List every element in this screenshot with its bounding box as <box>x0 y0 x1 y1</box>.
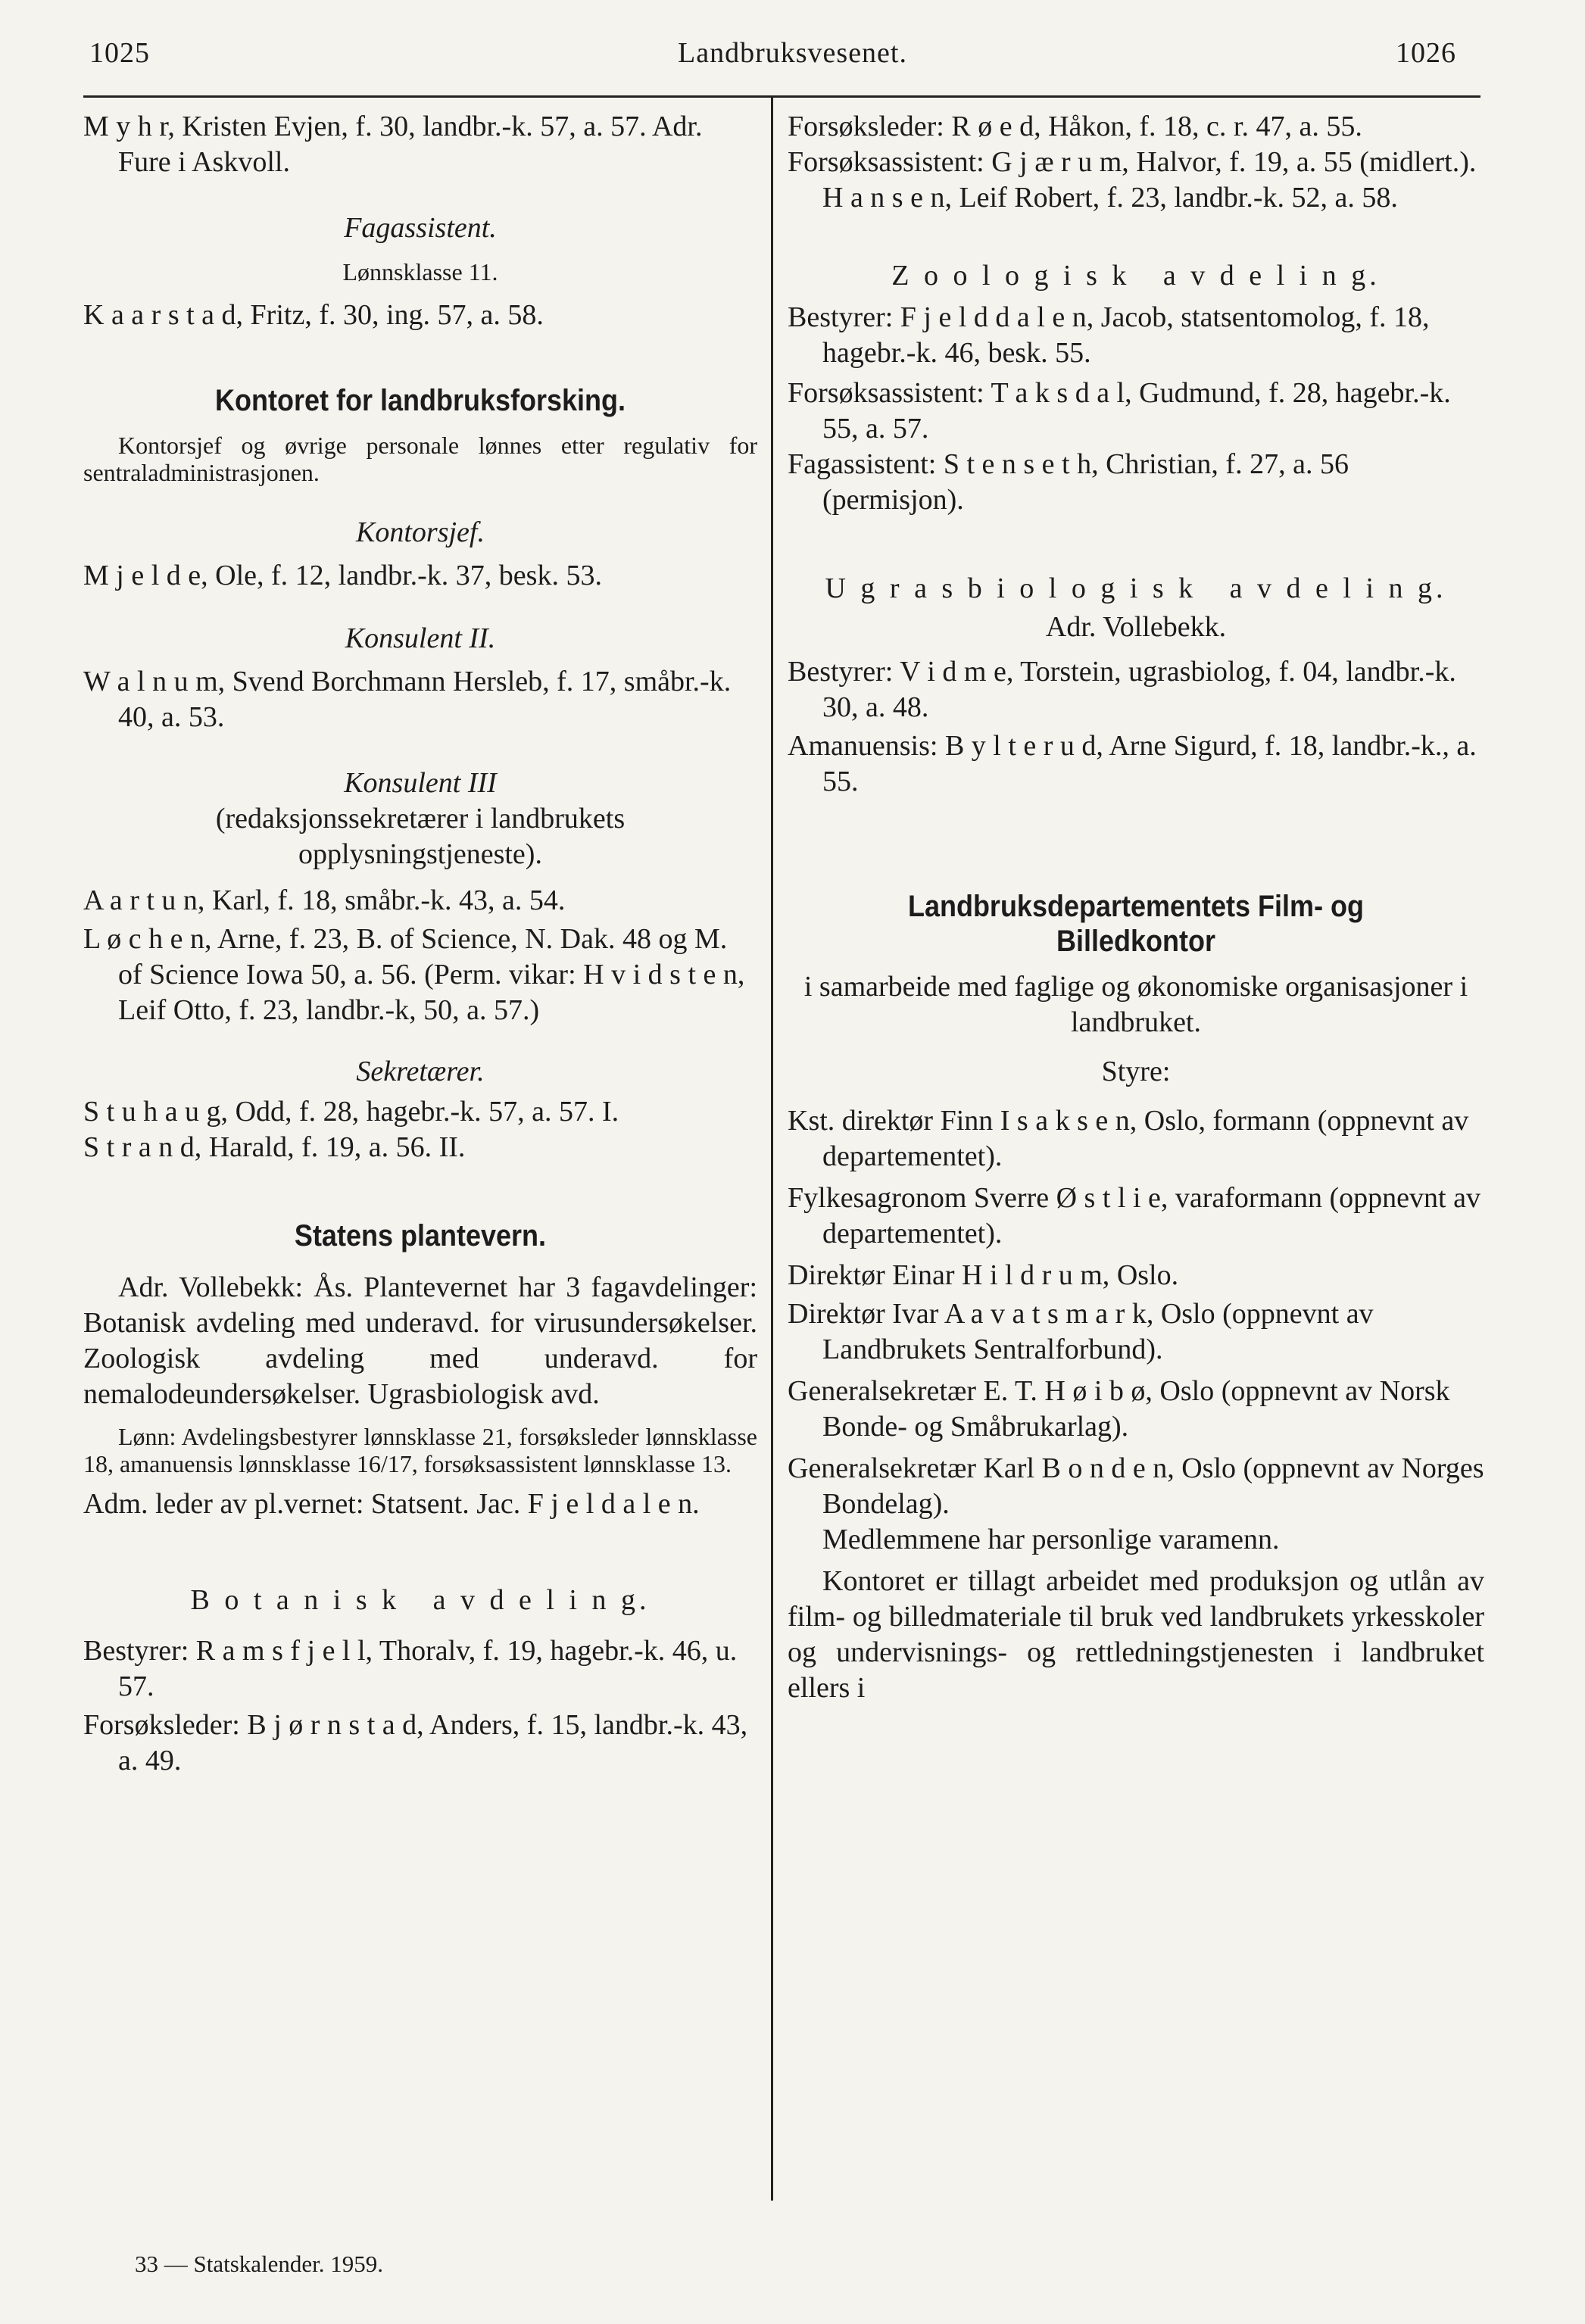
medlemmene-text: Medlemmene har personlige varamenn. <box>822 1524 1280 1555</box>
entry-lochen <box>83 922 757 1028</box>
name-lochen: L ø c h e n, <box>83 923 212 955</box>
name-bjornstad: B j ø r n s t a d, <box>247 1709 424 1741</box>
entry-text: Ole, f. 12, landbr.-k. 37, besk. 53. <box>207 560 602 591</box>
name-fjelddalen: F j e l d d a l e n, <box>900 301 1094 333</box>
column-divider <box>771 97 773 2201</box>
entry-text: varaformann (oppnevnt av departementet). <box>822 1182 1480 1249</box>
ugras-address: Adr. Vollebekk. <box>1045 611 1227 643</box>
entry-mjelde <box>83 558 757 594</box>
heading-statens-plantevern: Statens plantevern. <box>294 1219 547 1252</box>
name-hansen: H a n s e n, <box>822 182 952 214</box>
entry-aartun <box>83 883 757 919</box>
name-vidme: V i d m e, <box>900 656 1014 688</box>
heading-sekretaerer: Sekretærer. <box>356 1056 485 1087</box>
heading-konsulent-3: Konsulent III <box>344 767 497 799</box>
entry-text: Oslo (oppnevnt av Norsk Bonde- og Småbrukarlag). <box>822 1375 1450 1443</box>
name-taksdal: T a k s d a l, <box>991 377 1132 409</box>
header-rule <box>83 95 1480 98</box>
role-label: Forsøksassistent: <box>788 377 991 409</box>
entry-text: Kst. direktør Finn <box>788 1105 1000 1137</box>
name-walnum: W a l n u m, <box>83 666 226 697</box>
name-ostlie: Ø s t l i e, <box>1056 1182 1168 1214</box>
entry-text: Leif Otto, f. 23, landbr.-k, 50, a. 57.) <box>118 994 540 1026</box>
right-column <box>788 106 1484 1706</box>
heading-ugrasbiologisk-avdeling: U g r a s b i o l o g i s k a v d e l i n g. <box>825 572 1447 604</box>
adm-leder <box>83 1486 757 1522</box>
name-ramsfjell: R a m s f j e l l, <box>195 1635 373 1667</box>
entry-text: Jacob, statsentomolog, f. 18, hagebr.-k. 46, besk. 55. <box>822 301 1430 369</box>
entry-text: Thoralv, f. 19, hagebr.-k. 46, u. 57. <box>118 1635 738 1702</box>
entry-text: Kristen Evjen, f. 30, landbr.-k. 57, a. 57. Adr. Fure i Askvoll. <box>118 111 703 178</box>
name-hildrum: H i l d r u m, <box>962 1259 1110 1291</box>
page-number-left: 1025 <box>89 37 150 69</box>
entry-text: Halvor, f. 19, a. 55 (midlert.). <box>1128 146 1477 178</box>
heading-styre: Styre: <box>1101 1056 1171 1087</box>
running-title: Landbruksvesenet. <box>678 37 907 69</box>
entry-text: Oslo. <box>1109 1259 1179 1291</box>
entry-stuhaug <box>83 1094 757 1130</box>
entry-isaksen <box>788 1103 1484 1174</box>
entry-text: Adm. leder av pl.vernet: Statsent. Jac. <box>83 1488 528 1520</box>
entry-kaarstad <box>83 298 757 333</box>
name-stuhaug: S t u h a u g, <box>83 1096 229 1128</box>
heading-kontoret-landbruksforsking: Kontoret for landbruksforsking. <box>214 384 626 417</box>
page-footer: 33 — Statskalender. 1959. <box>135 2251 384 2277</box>
entry-text: Håkon, f. 18, c. r. 47, a. 55. <box>1041 111 1362 142</box>
entry-text: Generalsekretær E. T. <box>788 1375 1045 1407</box>
name-stenseth: S t e n s e t h, <box>943 448 1099 480</box>
role-label: Bestyrer: <box>83 1635 196 1667</box>
lonn-note: Lønn: Avdelingsbestyrer lønnsklasse 21, forsøksleder lønnsklasse 18, amanuensis lønnsklasse 16/17, forsøksassistent lønnsklasse 13. <box>83 1423 757 1477</box>
entry-text: Direktør Ivar <box>788 1298 944 1330</box>
entry-text: Harald, f. 19, a. 56. II. <box>201 1131 466 1163</box>
entry-text: Karl, f. 18, småbr.-k. 43, a. 54. <box>204 884 566 916</box>
name-hoibo: H ø i b ø, <box>1044 1375 1153 1407</box>
entry-bjornstad <box>83 1708 757 1779</box>
name-hvidsten: H v i d s t e n, <box>583 959 745 990</box>
entry-roed <box>788 109 1484 145</box>
entry-text: Anders, f. 15, landbr.-k. 43, a. 49. <box>118 1709 748 1777</box>
entry-taksdal <box>788 376 1484 447</box>
heading-film-billedkontor: Landbruksdepartementets Film- og Billedkontor <box>907 890 1365 958</box>
name-gjaerum: G j æ r u m, <box>991 146 1129 178</box>
entry-text: Torstein, ugrasbiolog, f. 04, landbr.-k. 30, a. 48. <box>822 656 1456 723</box>
entry-bylterud <box>788 728 1484 800</box>
name-kaarstad: K a a r s t a d, <box>83 299 244 331</box>
name-aavatsmark: A a v a t s m a r k, <box>944 1298 1154 1330</box>
entry-text: Generalsekretær Karl <box>788 1452 1042 1484</box>
role-label: Forsøksassistent: <box>788 146 992 178</box>
heading-konsulent-2: Konsulent II. <box>345 622 496 654</box>
entry-hansen <box>788 180 1484 216</box>
entry-text: Direktør Einar <box>788 1259 963 1291</box>
entry-hildrum <box>788 1258 1484 1293</box>
entry-vidme <box>788 654 1484 725</box>
kontoret-note: Kontorsjef og øvrige personale lønnes etter regulativ for sentraladministrasjonen. <box>83 432 757 486</box>
name-isaksen: I s a k s e n, <box>1000 1105 1137 1137</box>
role-label: Forsøksleder: <box>83 1709 248 1741</box>
entry-text: Arne, f. 23, B. of Science, N. Dak. 48 og M. of Science Iowa 50, a. 56. (Perm. vikar: <box>118 923 728 990</box>
name-bylterud: B y l t e r u d, <box>944 730 1103 762</box>
entry-ramsfjell <box>83 1633 757 1705</box>
entry-ostlie <box>788 1181 1484 1252</box>
entry-bonden <box>788 1451 1484 1522</box>
entry-text: Arne Sigurd, f. 18, landbr.-k., a. 55. <box>822 730 1477 797</box>
entry-text: Fylkesagronom Sverre <box>788 1182 1056 1214</box>
name-myhr: M y h r, <box>83 111 175 142</box>
name-strand: S t r a n d, <box>83 1131 202 1163</box>
entry-gjaerum <box>788 145 1484 180</box>
page-header <box>0 36 1585 89</box>
entry-text: Oslo, formann (oppnevnt av departementet). <box>822 1105 1469 1172</box>
left-column <box>83 106 757 1779</box>
entry-text: Christian, f. 27, a. 56 (permisjon). <box>822 448 1349 516</box>
name-mjelde: M j e l d e, <box>83 560 208 591</box>
role-label: Bestyrer: <box>788 656 900 688</box>
plantevern-text: Adr. Vollebekk: Ås. Plantevernet har 3 fagavdelinger: Botanisk avdeling med underavd. for virusundersøkelser. Zoologisk avdeling med underavd. for nemalodeundersøkelser. Ugrasbiologisk avd. <box>83 1271 757 1410</box>
entry-text: Gudmund, f. 28, hagebr.-k. 55, a. 57. <box>822 377 1451 445</box>
entry-text: Leif Robert, f. 23, landbr.-k. 52, a. 58. <box>951 182 1398 214</box>
entry-fjelddalen <box>788 300 1484 371</box>
film-subheading: i samarbeide med faglige og økonomiske organisasjoner i landbruket. <box>803 971 1468 1038</box>
role-label: Bestyrer: <box>788 301 900 333</box>
entry-text: Oslo (oppnevnt av Norges Bondelag). <box>822 1452 1484 1520</box>
page-number-right: 1026 <box>1396 37 1456 69</box>
kontoret-film-text: Kontoret er tillagt arbeidet med produksjon og utlån av film- og billedmateriale til bruk ved landbrukets yrkesskoler og undervisnings- og rettledningstjenesten i landbruket ellers i <box>788 1565 1484 1704</box>
entry-text: Fritz, f. 30, ing. 57, a. 58. <box>243 299 544 331</box>
name-roed: R ø e d, <box>951 111 1041 142</box>
name-aartun: A a r t u n, <box>83 884 205 916</box>
entry-aavatsmark <box>788 1296 1484 1368</box>
entry-walnum <box>83 664 757 735</box>
entry-hoibo <box>788 1374 1484 1445</box>
role-label: Forsøksleder: <box>788 111 952 142</box>
role-label: Amanuensis: <box>788 730 945 762</box>
entry-text: Oslo (oppnevnt av Landbrukets Sentralforbund). <box>822 1298 1374 1365</box>
entry-text: Odd, f. 28, hagebr.-k. 57, a. 57. I. <box>228 1096 619 1128</box>
lonnsklasse-note: Lønnsklasse 11. <box>342 258 498 285</box>
heading-fagassistent: Fagassistent. <box>344 212 497 244</box>
entry-myhr <box>83 109 757 180</box>
entry-strand <box>83 1130 757 1165</box>
heading-zoologisk-avdeling: Z o o l o g i s k a v d e l i n g. <box>891 260 1381 292</box>
konsulent-3-subheading: (redaksjonssekretærer i landbrukets opplysningstjeneste). <box>215 803 626 870</box>
entry-text: Svend Borchmann Hersleb, f. 17, småbr.-k. 40, a. 53. <box>118 666 732 733</box>
name-bonden: B o n d e n, <box>1041 1452 1175 1484</box>
name-fjeldalen: F j e l d a l e n. <box>527 1488 700 1520</box>
role-label: Fagassistent: <box>788 448 944 480</box>
heading-botanisk-avdeling: B o t a n i s k a v d e l i n g. <box>190 1584 651 1616</box>
entry-stenseth <box>788 447 1484 518</box>
heading-kontorsjef: Kontorsjef. <box>356 516 485 548</box>
